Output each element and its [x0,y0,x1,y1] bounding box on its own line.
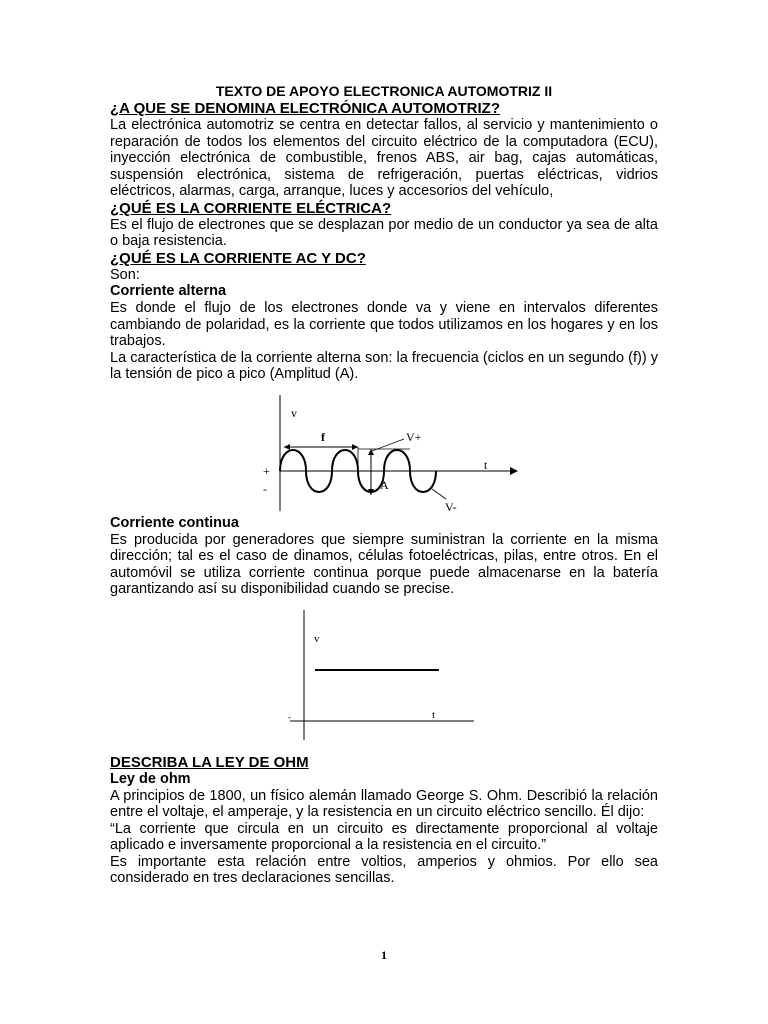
ac-plus-label: + [263,463,270,478]
subheading-direct-current: Corriente continua [110,514,239,531]
ac-vminus-label: V- [445,499,457,514]
dc-minus-label: - [288,711,291,722]
ac-minus-label: - [263,481,267,496]
question-ac-dc: ¿QUÉ ES LA CORRIENTE AC Y DC? [110,249,366,267]
paragraph-ohm-relation: Es importante esta relación entre voltios, amperios y ohmios. Por ello sea considerado en tres declaraciones sencillas. [110,853,658,886]
ac-waveform-figure [110,383,658,515]
paragraph-automotive-electronics: La electrónica automotriz se centra en detectar fallos, al servicio y mantenimiento o reparación de todos los elementos del circuito eléctrico de la computadora (ECU), inyección electrónica de combustible, frenos ABS, air bag, cajas automáticas, suspensión electrónica, sistema de refrigeración, puertas eléctricas, vidrios eléctricos, alarmas, carga, arranque, luces y accesorios del vehículo, [110,117,658,199]
question-ohms-law: DESCRIBA LA LEY DE OHM [110,753,309,771]
subheading-ohms-law: Ley de ohm [110,770,191,787]
paragraph-son: Son: [110,266,140,283]
page-number: 1 [381,948,387,962]
paragraph-ac-definition: Es donde el flujo de los electrones donde va y viene en intervalos diferentes cambiando de polaridad, es la corriente que todos utilizamos en los hogares y en los trabajos. [110,300,658,349]
subheading-alternating-current: Corriente alterna [110,283,227,299]
paragraph-ac-characteristics: La característica de la corriente alterna son: la frecuencia (ciclos en un segundo (f)) y la tensión de pico a pico (Amplitud (A). [110,349,658,382]
document-title: TEXTO DE APOYO ELECTRONICA AUTOMOTRIZ II [215,83,553,99]
dc-t-label: t [432,708,436,721]
ac-time-axis-arrow [510,467,518,475]
ac-t-label: t [484,457,488,472]
dc-v-label: v [314,632,320,645]
paragraph-ohm-history: A principios de 1800, un físico alemán llamado George S. Ohm. Describió la relación entre el voltaje, el amperaje, y la resistencia en un circuito eléctrico sencillo. Él dijo: [110,787,658,820]
ac-f-label: f [321,429,325,444]
ac-waveform-svg [110,383,658,515]
question-electric-current: ¿QUÉ ES LA CORRIENTE ELÉCTRICA? [110,199,392,217]
paragraph-electric-current: Es el flujo de electrones que se desplazan por medio de un conductor ya sea de alta o baja resistencia. [110,216,658,249]
dc-graph-svg [110,598,658,748]
ac-v-label: v [291,405,297,420]
ac-a-label: A [380,477,389,492]
dc-graph-figure [110,598,658,748]
ac-vplus-label: V+ [406,429,422,444]
paragraph-dc-definition: Es producida por generadores que siempre suministran la corriente en la misma dirección; tal es el caso de dinamos, células fotoeléctricas, pilas, entre otros. En el automóvil se utiliza corriente continua porque puede almacenarse en la batería garantizando así su disponibilidad cuando se precise. [110,531,658,597]
paragraph-ohm-quote: “La corriente que circula en un circuito es directamente proporcional al voltaje aplicado e inversamente proporcional a la resistencia en el circuito.” [110,820,658,853]
document-page [110,83,658,887]
question-automotive-electronics: ¿A QUE SE DENOMINA ELECTRÓNICA AUTOMOTRIZ? [110,100,500,117]
